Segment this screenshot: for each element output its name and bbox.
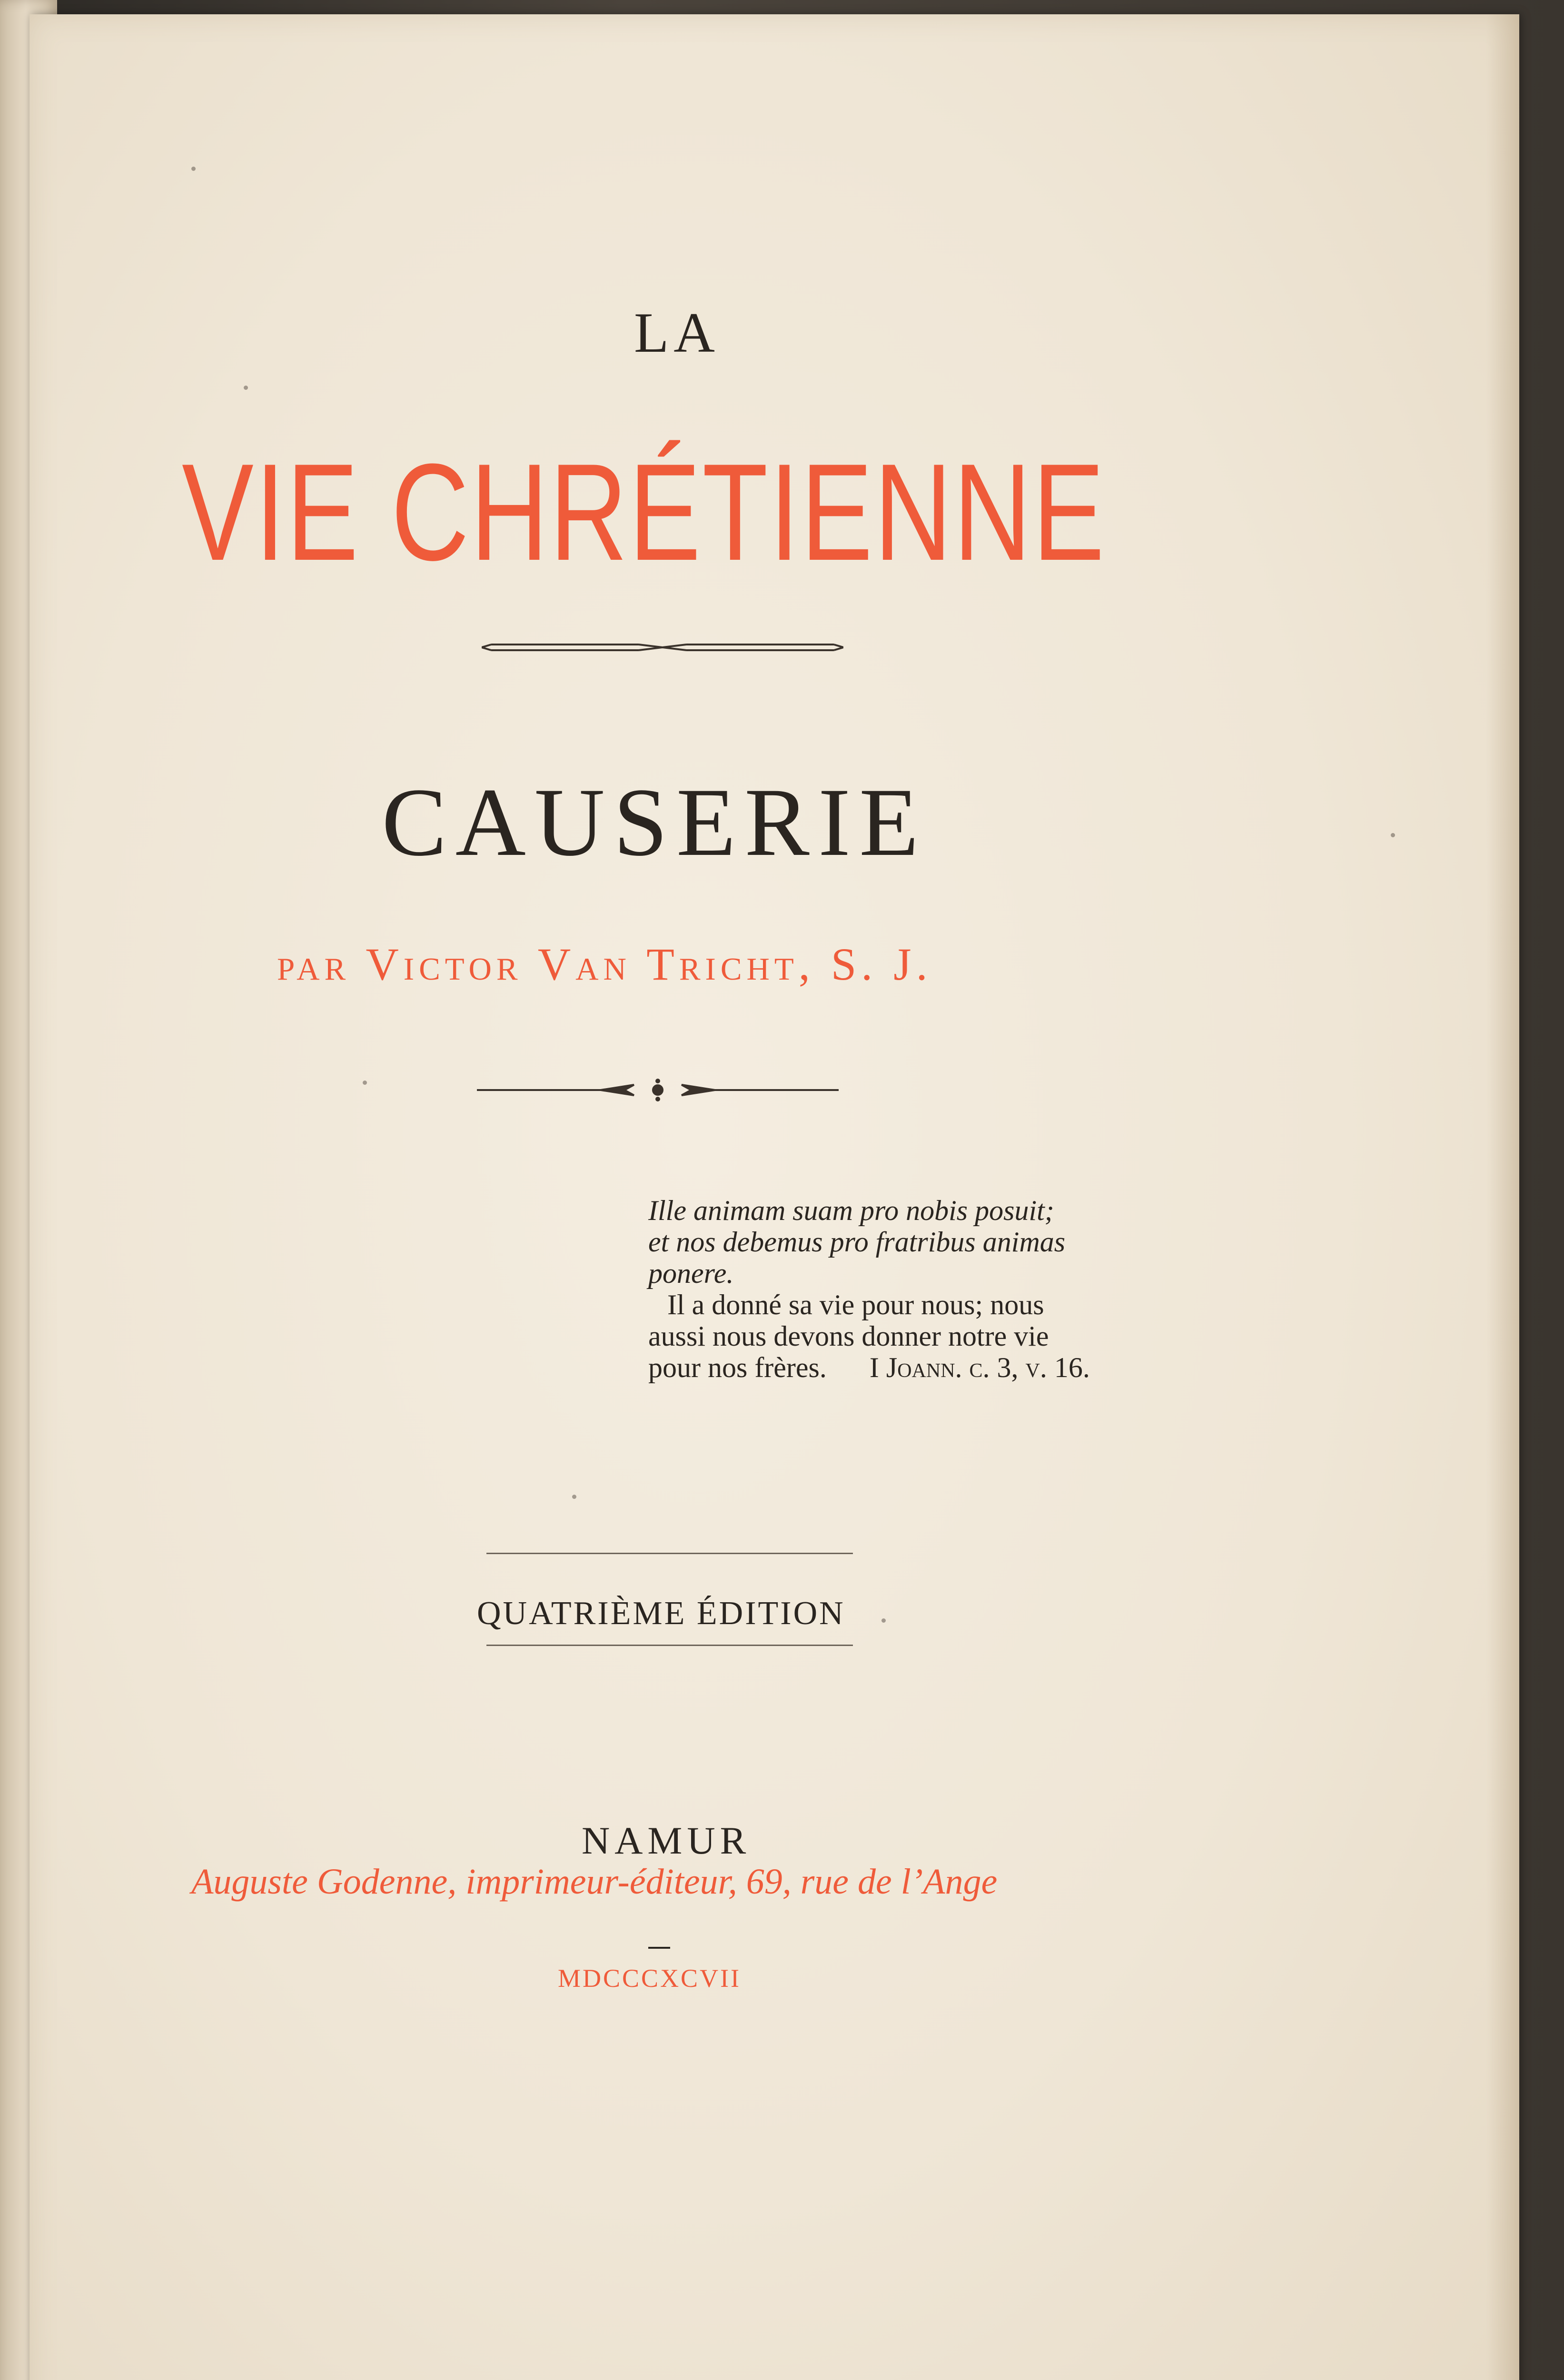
ornamental-rule-top — [482, 633, 843, 662]
title-small: LA — [634, 301, 720, 364]
title-main: VIE CHRÉTIENNE — [182, 435, 1106, 589]
imprint-city: NAMUR — [582, 1819, 751, 1862]
ornamental-rule-middle — [477, 1078, 839, 1102]
epigraph — [648, 1195, 1148, 1383]
imprint-dash — [648, 1947, 670, 1949]
epigraph-french-line: aussi nous devons donner notre vie — [648, 1320, 1049, 1352]
author-line: par Victor Van Tricht, S. J. — [277, 939, 932, 990]
epigraph-latin-line: et nos debemus pro fratribus animas — [648, 1226, 1066, 1258]
epigraph-french-last — [648, 1352, 1148, 1383]
edition-rule-top — [486, 1553, 853, 1554]
paper-speck — [572, 1495, 576, 1499]
title-page — [30, 14, 1519, 2380]
paper-speck — [191, 167, 196, 171]
bible-reference: I Joann. c. 3, v. 16. — [869, 1352, 1090, 1383]
imprint-publisher: Auguste Godenne, imprimeur-éditeur, 69, rue de l’Ange — [191, 1862, 998, 1902]
subtitle: CAUSERIE — [382, 768, 928, 876]
edition-label: QUATRIÈME ÉDITION — [477, 1595, 845, 1632]
epigraph-french-line: Il a donné sa vie pour nous; nous — [667, 1289, 1044, 1320]
imprint-year: MDCCCXCVII — [558, 1964, 742, 1993]
paper-speck — [1391, 833, 1395, 837]
edition-rule-bottom — [486, 1645, 853, 1646]
paper-speck — [363, 1081, 367, 1085]
paper-speck — [881, 1618, 886, 1623]
paper-speck — [244, 386, 248, 390]
epigraph-french-line: pour nos frères. — [648, 1352, 827, 1383]
epigraph-latin-line: ponere. — [648, 1258, 734, 1289]
epigraph-latin-line: Ille animam suam pro nobis posuit; — [648, 1195, 1054, 1226]
